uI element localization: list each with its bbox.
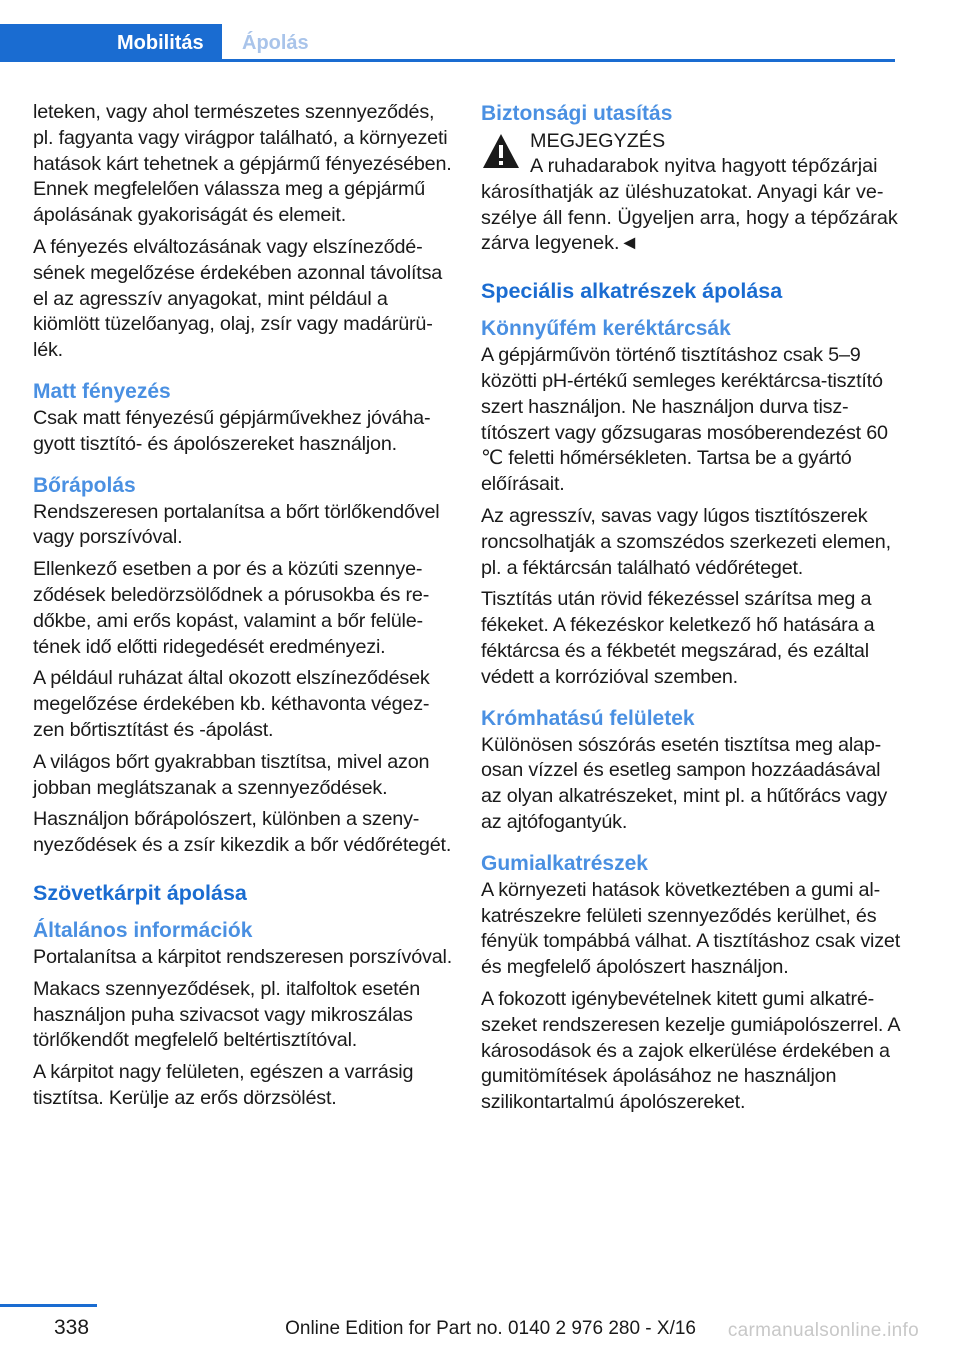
paragraph: A gépjárművön történő tisztításhoz csak 5–9 közötti pH-értékű semleges keréktárcsa-tisztító szert használjon. Ne használjon durva tisztítószert vagy gőzsugaras mosóberendezést 60 ℃ feletti hőmérsékleten. Tartsa be a gyártó előírásait. xyxy=(481,344,888,496)
tab-apolas[interactable]: Ápolás xyxy=(242,32,309,54)
paragraph: Tisztítás után rövid fékezéssel szárítsa meg a fékeket. A fékezéskor keletkező hő hatására a féktárcsa és a fékbetét megszárad, és ezáltal védett a korrózióval szemben. xyxy=(481,588,875,688)
paragraph: A például ruházat által okozott elszíneződések megelőzése érdekében kb. kéthavonta végezzen bőrtisztítást és -ápolást. xyxy=(33,667,430,741)
paragraph: Csak matt fényezésű gépjárművekhez jóváhagyott tisztító- és ápolószereket használjon. xyxy=(33,406,431,455)
paragraph: A kárpitot nagy felületen, egészen a varrásig tisztítsa. Kerülje az erős dörzsölést. xyxy=(33,1061,414,1109)
paragraph: A világos bőrt gyakrabban tisztítsa, mivel azon jobban meglátszanak a szennyeződések. xyxy=(33,750,430,799)
safety-heading: Biztonsági utasítás xyxy=(481,102,673,125)
alloy-wheels-heading: Könnyűfém keréktárcsák xyxy=(481,317,731,341)
warning-notice xyxy=(481,128,901,257)
leather-heading: Bőrápolás xyxy=(33,473,136,497)
paragraph: Ellenkező esetben a por és a közúti szennyeződések beledörzsölődnek a pórusokba és redőkbe, ami erős kopást, valamint a bőr felületének idő előtti ridegedését eredményezi. xyxy=(33,558,430,658)
page-number: 338 xyxy=(54,1316,90,1339)
special-parts-section-heading: Speciális alkatrészek ápolása xyxy=(481,279,783,304)
rubber-heading: Gumialkatrészek xyxy=(481,851,648,875)
paragraph: Rendszeresen portalanítsa a bőrt törlőkendővel vagy porszívóval. xyxy=(33,500,440,549)
paragraph: A fényezés elváltozásának vagy elszíneződésének megelőzése érdekében azonnal távolítsa el az agresszív anyagokat, mint például a kiömlött tüzelőanyag, olaj, zsír vagy madárürülék. xyxy=(33,235,443,362)
edition-text: Online Edition for Part no. 0140 2 976 280 - X/16 xyxy=(285,1318,696,1339)
right-column xyxy=(481,100,901,1122)
warning-triangle-icon xyxy=(481,132,521,170)
tab-mobilitas[interactable]: Mobilitás xyxy=(0,24,222,62)
upholstery-section-heading: Szövetkárpit ápolása xyxy=(33,880,247,905)
chrome-heading: Krómhatású felületek xyxy=(481,706,695,730)
warning-body xyxy=(481,154,901,257)
paragraph: leteken, vagy ahol természetes szennyeződés, pl. fagyanta vagy virágpor található, a környezeti hatások kárt tehetnek a gépjármű fényezésében. Ennek megfelelően válassza meg a gépjármű ápolásának gyakoriságát és elemeit. xyxy=(33,101,452,227)
left-column xyxy=(33,100,453,1118)
warning-body-first-line: A ruhadarabok nyitva hagyott tépőzárjai xyxy=(530,155,878,177)
paragraph: Különösen sószórás esetén tisztítsa meg alaposan vízzel és esetleg sampon hozzáadásával az olyan alkatrészeket, mint pl. a hűtőrács vagy az ajtófogantyúk. xyxy=(481,733,888,833)
general-info-heading: Általános információk xyxy=(33,918,253,942)
warning-body-rest: károsíthatják az üléshuzatokat. Anyagi kár veszélye áll fenn. Ügyeljen arra, hogy a tépőzárak zárva legyenek.◄ xyxy=(481,180,898,255)
header-rule xyxy=(222,59,895,62)
paragraph: Az agresszív, savas vagy lúgos tisztítószerek roncsolhatják a szomszédos szerkezeti elemen, pl. a féktárcsán található védőréteget. xyxy=(481,504,891,579)
paragraph: Makacs szennyeződések, pl. italfoltok esetén használjon puha szivacsot vagy mikroszálas törlőkendőt megfelelő beltértisztítóval. xyxy=(33,977,421,1052)
paragraph: A fokozott igénybevételnek kitett gumi alkatrészeket rendszeresen kezelje gumiápolószerrel. A károsodások és a zajok elkerülése érdekében a gumitömítések ápolásához ne használjon szilikontartalmú ápolószereket. xyxy=(481,987,900,1114)
warning-title: MEGJEGYZÉS xyxy=(530,130,666,152)
header-tabs xyxy=(0,24,895,62)
paragraph: Használjon bőrápolószert, különben a szenynyeződések és a zsír kikezdik a bőr védőrétegét. xyxy=(33,808,452,857)
footer-rule xyxy=(0,1304,97,1307)
paragraph: A környezeti hatások következtében a gumi alkatrészekre felületi szennyeződés kerülhet, és fényük tompábbá válhat. A tisztításhoz csak vizet és megfelelő ápolószert használjon. xyxy=(481,878,901,979)
paragraph: Portalanítsa a kárpitot rendszeresen porszívóval. xyxy=(33,945,453,968)
watermark-text: carmanualsonline.info xyxy=(727,1320,919,1341)
matt-heading: Matt fényezés xyxy=(33,379,171,403)
